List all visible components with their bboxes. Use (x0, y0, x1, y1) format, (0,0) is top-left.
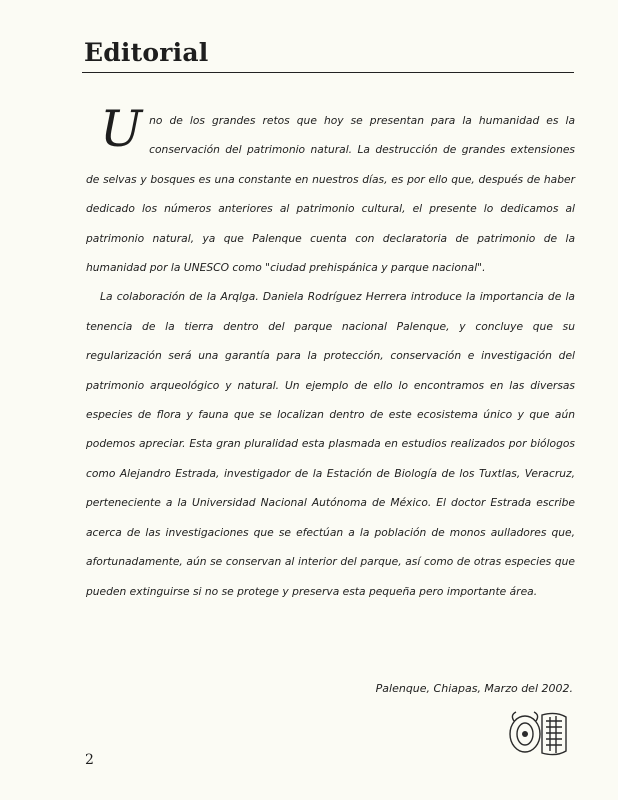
page-number: 2 (85, 752, 94, 768)
paragraph-1 (86, 100, 575, 282)
drop-cap: U (100, 100, 143, 158)
paragraph-2: La colaboración de la Arqlga. Daniela Rodríguez Herrera introduce la importancia de la tenencia de la tierra dentro del parque nacional Palenque, y concluye que su regularización será una garantía para la protección, conservación e investigación del patrimonio arqueológico y natural. Un ejemplo de ello lo encontramos en las diversas especies de flora y fauna que se localizan dentro de este ecosistema único y que aún podemos apreciar. Esta gran pluralidad esta plasmada en estudios realizados por biólogos como Alejandro Estrada, investigador de la Estación de Biología de los Tuxtlas, Veracruz, perteneciente a la Universidad Nacional Autónoma de México. El doctor Estrada escribe acerca de las investigaciones que se efectúan a la población de monos aulladores que, afortunadamente, aún se conservan al interior del parque, así como de otras especies que pueden extinguirse si no se protege y preserva esta pequeña pero importante área. (86, 290, 575, 598)
paragraph-1-text: no de los grandes retos que hoy se presentan para la humanidad es la conservación del patrimonio natural. La destrucción de grandes extensiones de selvas y bosques es una constante en nuestros días, es por ello que, después de haber dedicado los números anteriores al patrimonio cultural, el presente lo dedicamos al patrimonio natural, ya que Palenque cuenta con declaratoria de patrimonio de la humanidad por la UNESCO como "ciudad prehispánica y parque nacional". (86, 114, 575, 275)
institutional-seal-icon (506, 707, 572, 761)
editorial-body (86, 100, 575, 606)
page-title: Editorial (84, 38, 209, 67)
signature-line: Palenque, Chiapas, Marzo del 2002. (375, 682, 573, 695)
title-divider (82, 72, 574, 73)
